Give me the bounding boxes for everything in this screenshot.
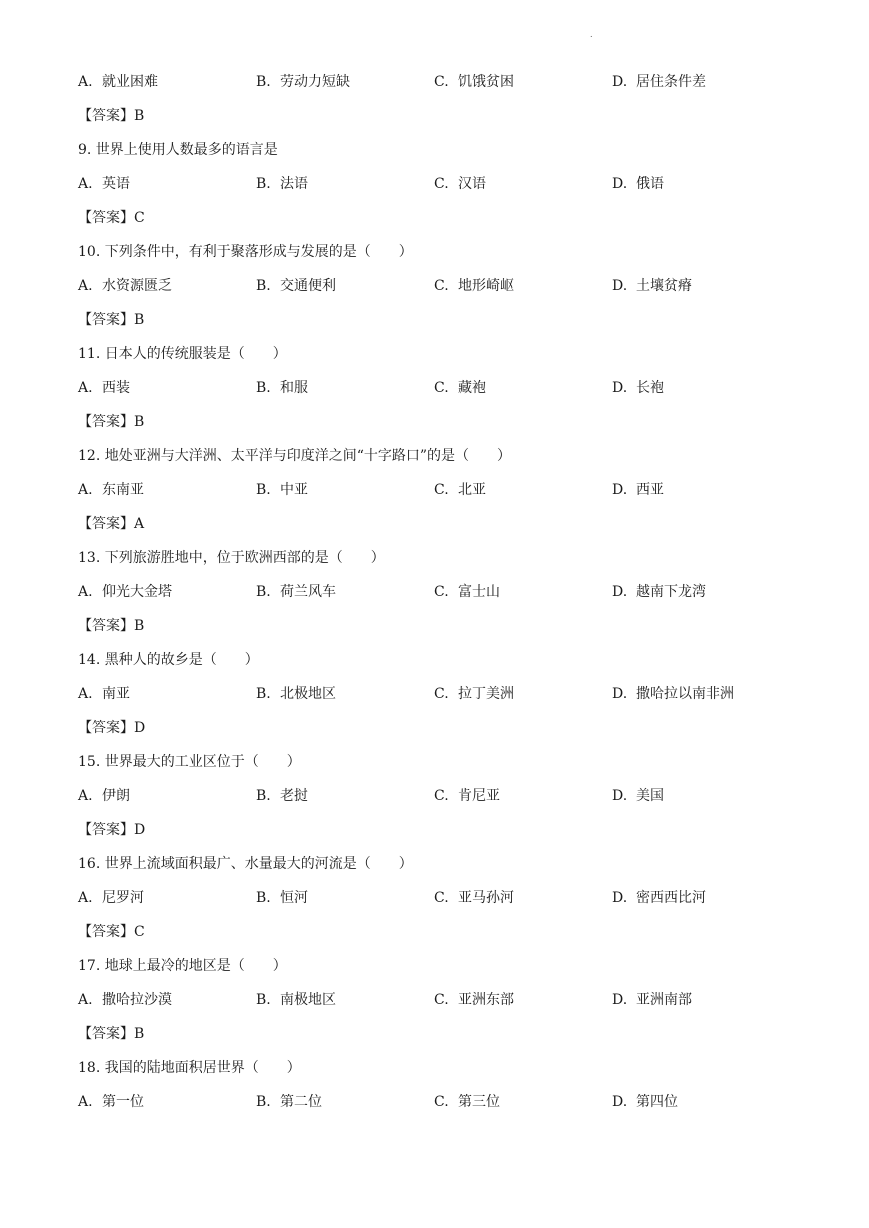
- option-letter: A.: [78, 992, 93, 1008]
- option-a: [78, 785, 256, 819]
- option-letter: B.: [256, 1094, 271, 1110]
- answer-q9: 【答案】C: [78, 210, 145, 226]
- option-letter: C.: [434, 74, 449, 90]
- option-d: [612, 989, 790, 1023]
- option-letter: A.: [78, 584, 93, 600]
- option-d: [612, 785, 790, 819]
- option-letter: C.: [434, 788, 449, 804]
- option-a: [78, 377, 256, 411]
- option-letter: C.: [434, 482, 449, 498]
- option-c: [434, 1091, 612, 1125]
- option-b: [256, 377, 434, 411]
- option-d: [612, 887, 790, 921]
- options-row-q8: [78, 71, 838, 105]
- option-text: 和服: [280, 380, 308, 396]
- option-b: [256, 1091, 434, 1125]
- option-letter: C.: [434, 890, 449, 906]
- option-a: [78, 71, 256, 105]
- option-text: 汉语: [458, 176, 486, 192]
- option-letter: A.: [78, 482, 93, 498]
- option-text: 法语: [280, 176, 308, 192]
- question-17: 17. 地球上最冷的地区是（ ）: [78, 958, 287, 974]
- option-a: [78, 581, 256, 615]
- option-c: [434, 683, 612, 717]
- question-9: 9. 世界上使用人数最多的语言是: [78, 142, 278, 158]
- option-d: [612, 479, 790, 513]
- option-a: [78, 1091, 256, 1125]
- answer-q10: 【答案】B: [78, 312, 145, 328]
- option-a: [78, 989, 256, 1023]
- answer-q16: 【答案】C: [78, 924, 145, 940]
- option-a: [78, 173, 256, 207]
- option-letter: C.: [434, 992, 449, 1008]
- option-text: 居住条件差: [636, 74, 706, 90]
- question-13: 13. 下列旅游胜地中，位于欧洲西部的是（ ）: [78, 550, 385, 566]
- option-letter: C.: [434, 380, 449, 396]
- option-d: [612, 581, 790, 615]
- question-16: 16. 世界上流域面积最广、水量最大的河流是（ ）: [78, 856, 413, 872]
- question-11: 11. 日本人的传统服装是（ ）: [78, 346, 287, 362]
- option-d: [612, 683, 790, 717]
- option-d: [612, 275, 790, 309]
- option-letter: C.: [434, 1094, 449, 1110]
- option-c: [434, 581, 612, 615]
- option-text: 老挝: [280, 788, 308, 804]
- option-letter: C.: [434, 686, 449, 702]
- option-letter: D.: [612, 74, 628, 90]
- answer-q15: 【答案】D: [78, 822, 146, 838]
- option-text: 第三位: [458, 1094, 500, 1110]
- option-b: [256, 275, 434, 309]
- option-letter: B.: [256, 890, 271, 906]
- option-letter: C.: [434, 278, 449, 294]
- option-text: 荷兰风车: [280, 584, 336, 600]
- question-10: 10. 下列条件中，有利于聚落形成与发展的是（ ）: [78, 244, 413, 260]
- option-text: 俄语: [636, 176, 664, 192]
- option-text: 南亚: [102, 686, 130, 702]
- option-letter: D.: [612, 176, 628, 192]
- option-d: [612, 1091, 790, 1125]
- options-row-q13: [78, 581, 838, 615]
- option-text: 伊朗: [102, 788, 130, 804]
- option-letter: A.: [78, 1094, 93, 1110]
- options-row-q10: [78, 275, 838, 309]
- option-text: 就业困难: [102, 74, 158, 90]
- option-text: 水资源匮乏: [102, 278, 172, 294]
- option-text: 恒河: [280, 890, 308, 906]
- option-letter: B.: [256, 74, 271, 90]
- option-text: 西装: [102, 380, 130, 396]
- option-text: 撒哈拉沙漠: [102, 992, 172, 1008]
- option-letter: B.: [256, 686, 271, 702]
- option-text: 中亚: [280, 482, 308, 498]
- option-b: [256, 785, 434, 819]
- option-text: 亚马孙河: [458, 890, 514, 906]
- option-letter: B.: [256, 176, 271, 192]
- option-c: [434, 479, 612, 513]
- option-c: [434, 71, 612, 105]
- option-b: [256, 479, 434, 513]
- option-letter: D.: [612, 788, 628, 804]
- option-letter: C.: [434, 176, 449, 192]
- option-c: [434, 989, 612, 1023]
- option-d: [612, 173, 790, 207]
- option-text: 尼罗河: [102, 890, 144, 906]
- option-b: [256, 683, 434, 717]
- option-letter: B.: [256, 992, 271, 1008]
- option-b: [256, 989, 434, 1023]
- option-d: [612, 377, 790, 411]
- option-text: 第二位: [280, 1094, 322, 1110]
- options-row-q12: [78, 479, 838, 513]
- option-a: [78, 479, 256, 513]
- question-list: [78, 71, 838, 1125]
- option-text: 长袍: [636, 380, 664, 396]
- option-letter: D.: [612, 686, 628, 702]
- option-text: 饥饿贫困: [458, 74, 514, 90]
- option-text: 仰光大金塔: [102, 584, 172, 600]
- option-text: 藏袍: [458, 380, 486, 396]
- option-a: [78, 275, 256, 309]
- option-text: 东南亚: [102, 482, 144, 498]
- option-letter: D.: [612, 992, 628, 1008]
- option-a: [78, 887, 256, 921]
- option-letter: A.: [78, 176, 93, 192]
- option-text: 英语: [102, 176, 130, 192]
- option-letter: B.: [256, 482, 271, 498]
- option-text: 亚洲南部: [636, 992, 692, 1008]
- options-row-q14: [78, 683, 838, 717]
- option-c: [434, 377, 612, 411]
- option-text: 越南下龙湾: [636, 584, 706, 600]
- option-d: [612, 71, 790, 105]
- option-c: [434, 173, 612, 207]
- option-text: 地形崎岖: [458, 278, 514, 294]
- option-letter: B.: [256, 278, 271, 294]
- answer-q12: 【答案】A: [78, 516, 145, 532]
- option-text: 西亚: [636, 482, 664, 498]
- option-c: [434, 275, 612, 309]
- option-text: 富士山: [458, 584, 500, 600]
- option-text: 北极地区: [280, 686, 336, 702]
- option-letter: A.: [78, 788, 93, 804]
- option-text: 北亚: [458, 482, 486, 498]
- option-text: 肯尼亚: [458, 788, 500, 804]
- option-letter: A.: [78, 686, 93, 702]
- option-text: 拉丁美洲: [458, 686, 514, 702]
- answer-q14: 【答案】D: [78, 720, 146, 736]
- question-12: 12. 地处亚洲与大洋洲、太平洋与印度洋之间“十字路口”的是（ ）: [78, 448, 512, 464]
- option-a: [78, 683, 256, 717]
- options-row-q9: [78, 173, 838, 207]
- option-letter: B.: [256, 788, 271, 804]
- answer-q11: 【答案】B: [78, 414, 145, 430]
- answer-q13: 【答案】B: [78, 618, 145, 634]
- option-text: 交通便利: [280, 278, 336, 294]
- option-text: 劳动力短缺: [280, 74, 350, 90]
- option-text: 撒哈拉以南非洲: [636, 686, 734, 702]
- option-text: 第一位: [102, 1094, 144, 1110]
- option-c: [434, 785, 612, 819]
- option-letter: D.: [612, 482, 628, 498]
- option-c: [434, 887, 612, 921]
- option-letter: D.: [612, 1094, 628, 1110]
- option-text: 南极地区: [280, 992, 336, 1008]
- option-letter: C.: [434, 584, 449, 600]
- option-letter: D.: [612, 380, 628, 396]
- options-row-q17: [78, 989, 838, 1023]
- options-row-q16: [78, 887, 838, 921]
- option-b: [256, 173, 434, 207]
- question-14: 14. 黑种人的故乡是（ ）: [78, 652, 259, 668]
- option-text: 土壤贫瘠: [636, 278, 692, 294]
- question-15: 15. 世界最大的工业区位于（ ）: [78, 754, 301, 770]
- option-letter: A.: [78, 890, 93, 906]
- option-letter: B.: [256, 380, 271, 396]
- answer-q17: 【答案】B: [78, 1026, 145, 1042]
- option-text: 第四位: [636, 1094, 678, 1110]
- option-letter: A.: [78, 278, 93, 294]
- option-text: 密西西比河: [636, 890, 706, 906]
- option-letter: D.: [612, 278, 628, 294]
- option-text: 美国: [636, 788, 664, 804]
- option-letter: D.: [612, 890, 628, 906]
- option-letter: D.: [612, 584, 628, 600]
- options-row-q15: [78, 785, 838, 819]
- option-letter: A.: [78, 380, 93, 396]
- header-dot: .: [590, 30, 593, 39]
- option-letter: A.: [78, 74, 93, 90]
- options-row-q11: [78, 377, 838, 411]
- options-row-q18: [78, 1091, 838, 1125]
- question-18: 18. 我国的陆地面积居世界（ ）: [78, 1060, 301, 1076]
- answer-q8: 【答案】B: [78, 108, 145, 124]
- option-letter: B.: [256, 584, 271, 600]
- option-b: [256, 887, 434, 921]
- option-text: 亚洲东部: [458, 992, 514, 1008]
- option-b: [256, 71, 434, 105]
- option-b: [256, 581, 434, 615]
